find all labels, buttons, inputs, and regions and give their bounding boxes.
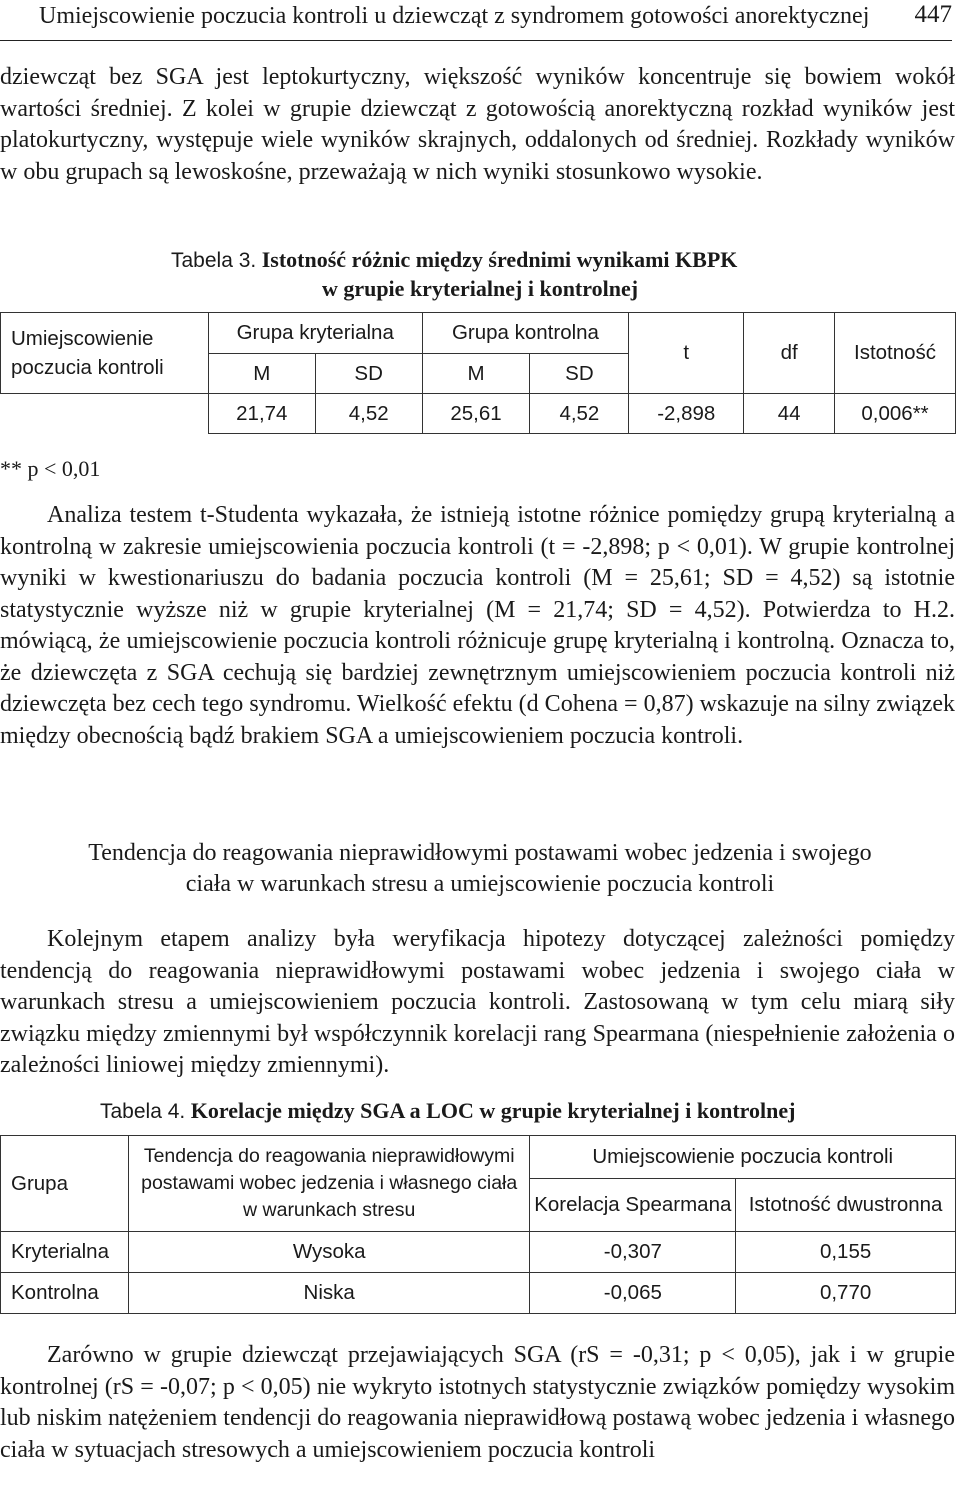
table3-caption-title-line2: w grupie kryterialnej i kontrolnej [321,276,639,301]
table3-cell-sd-kryterialna: 4,52 [315,394,422,434]
table3-header-istotnosc: Istotność [835,313,956,394]
table4-cell-istotnosc: 0,155 [736,1232,956,1273]
table3-header-df: df [744,313,835,394]
paragraph-intro: dziewcząt bez SGA jest leptokurtyczny, większość wyników koncentruje się bowiem wokół wartości średniej. Z kolei w grupie dziewcząt z gotowością anorektyczną rozkład wyników jest platokurtyczny, występuje wiele wyników skrajnych, oddalonych od średniej. Rozkłady wyników w obu grupach są lewoskośne, przeważają w nich wyniki stosunkowo wysokie. [0,64,955,185]
table3-subheader-sd: SD [530,354,629,394]
table4-caption [100,1096,795,1127]
table3-subheader-m: M [422,354,530,394]
table3-row-header: Umiejscowienie poczucia kontroli [1,313,209,394]
table3-cell-m-kryterialna: 21,74 [208,394,315,434]
table3-header-grupa-kryterialna: Grupa kryterialna [208,313,422,354]
table4-header-tendencja-line1: Tendencja do reagowania nieprawidłowymi [143,1145,515,1167]
table4-cell-istotnosc: 0,770 [736,1273,956,1314]
table4-cell-tendencja: Niska [128,1273,529,1314]
table4-header-loc: Umiejscowienie poczucia kontroli [530,1136,956,1179]
table4-cell-grupa: Kryterialna [1,1232,129,1273]
table3-header-t: t [629,313,744,394]
paragraph-method: Kolejnym etapem analizy była weryfikacja hipotezy dotyczącej zależności pomiędzy tendencją do reagowania nieprawidłowymi postawami wobec jedzenia i swojego ciała w warunkach stresu a umiejscowieniem poczucia kontroli. Zastosowaną w tym celu miarą siły związku między zmiennymi był współczynnik korelacji rang Spearmana (niespełnienie założenia o zależności liniowej między zmiennymi). [0,926,955,1078]
table3-subheader-sd: SD [315,354,422,394]
table3-header-grupa-kontrolna: Grupa kontrolna [422,313,629,354]
table3-cell-t: -2,898 [629,394,744,434]
table3-caption-label: Tabela 3. [171,249,257,272]
table4-header-istotnosc: Istotność dwustronna [736,1179,956,1232]
table4-header-tendencja-line2: postawami wobec jedzenia i własnego ciała [141,1172,518,1194]
table4-cell-korelacja: -0,307 [530,1232,736,1273]
table4-header-korelacja: Korelacja Spearmana [530,1179,736,1232]
table3 [0,312,956,434]
table3-caption-title: Istotność różnic między średnimi wynikami KBPK [261,247,738,272]
table4-header-grupa: Grupa [1,1136,129,1232]
table3-note: ** p < 0,01 [0,456,101,481]
table4-caption-title: Korelacje między SGA a LOC w grupie kryterialnej i kontrolnej [190,1098,796,1123]
section-heading-line2: ciała w warunkach stresu a umiejscowienie poczucia kontroli [185,871,775,897]
running-header [0,0,960,44]
section-heading-line1: Tendencja do reagowania nieprawidłowymi postawami wobec jedzenia i swojego [88,840,872,866]
table4 [0,1135,956,1314]
table-row [1,1232,956,1273]
table3-cell-df: 44 [744,394,835,434]
paragraph-analysis: Analiza testem t-Studenta wykazała, że istnieją istotne różnice pomiędzy grupą kryterialną a kontrolną w zakresie umiejscowienia poczucia kontroli (t = -2,898; p < 0,01). W grupie kontrolnej wyniki w kwestionariuszu do badania poczucia kontroli (M = 25,61; SD = 4,52) są istotnie statystycznie wyższe niż w grupie kryterialnej (M = 21,74; SD = 4,52). Potwierdza to H.2. mówiącą, że umiejscowienie poczucia kontroli różnicuje grupę kryterialną i kontrolną. Oznacza to, że dziewczęta z SGA cechują się bardziej zewnętrznym umiejscowieniem poczucia kontroli niż dziewczęta bez cech tego syndromu. Wielkość efektu (d Cohena = 0,87) wskazuje na silny związek między obecnością bądź brakiem SGA a umiejscowieniem poczucia kontroli. [0,502,955,749]
table3-empty-cell [1,394,209,434]
table3-caption [171,245,737,276]
table4-cell-tendencja: Wysoka [128,1232,529,1273]
table4-caption-label: Tabela 4. [100,1100,186,1123]
paragraph-results: Zarówno w grupie dziewcząt przejawiających SGA (rS = -0,31; p < 0,05), jak i w grupie kontrolnej (rS = -0,07; p < 0,05) nie wykryto istotnych statystycznie związków pomiędzy wysokim lub niskim natężeniem tendencji do reagowania nieprawidłową postawą wobec jedzenia i własnego ciała w sytuacjach stresowych a umiejscowieniem poczucia kontroli [0,1342,955,1463]
table-row [1,1273,956,1314]
table4-cell-grupa: Kontrolna [1,1273,129,1314]
table4-cell-korelacja: -0,065 [530,1273,736,1314]
running-title: Umiejscowienie poczucia kontroli u dziewcząt z syndromem gotowości anorektycznej [39,3,870,29]
table3-cell-sd-kontrolna: 4,52 [530,394,629,434]
table4-header-tendencja-line3: w warunkach stresu [243,1199,416,1221]
table4-header-tendencja [128,1136,529,1232]
header-divider [0,40,952,41]
table3-subheader-m: M [208,354,315,394]
table3-cell-m-kontrolna: 25,61 [422,394,530,434]
page-number: 447 [914,1,952,28]
table3-cell-istotnosc: 0,006** [835,394,956,434]
section-heading [0,838,960,900]
